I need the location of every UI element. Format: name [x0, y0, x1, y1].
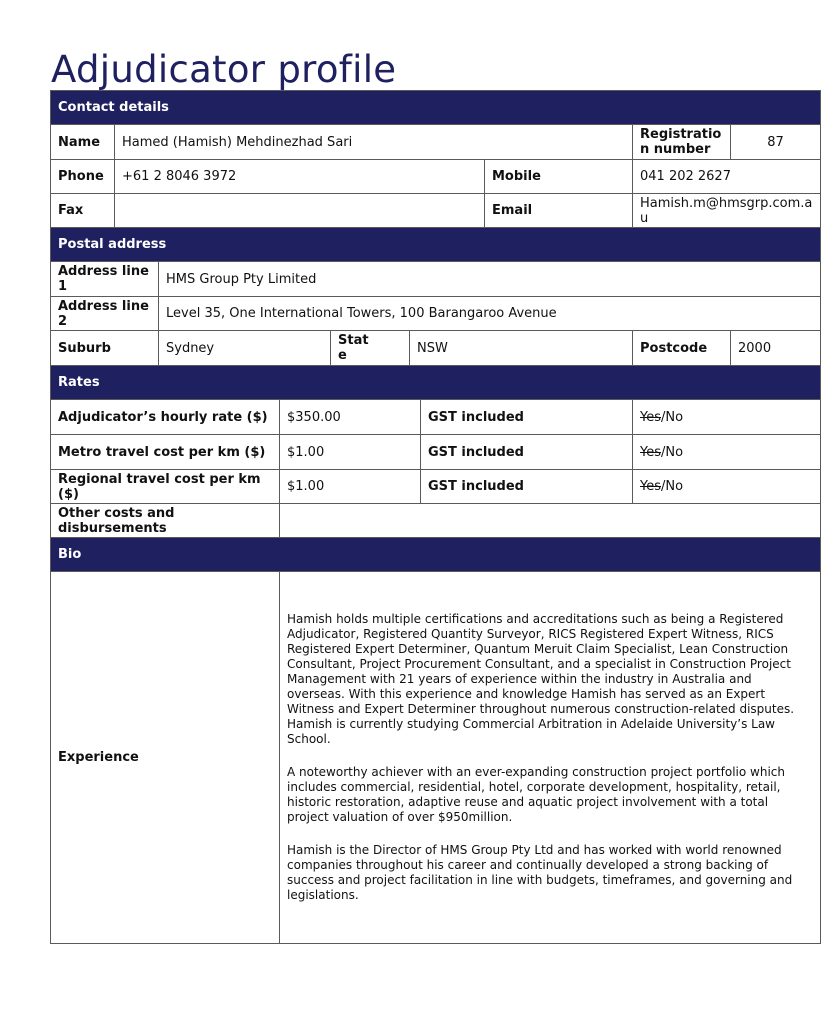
- hourly-gst-value: [633, 400, 821, 435]
- address-line-2-label: Address line 2: [51, 297, 159, 331]
- gst-no-option: /No: [661, 444, 684, 460]
- gst-no-option: /No: [661, 479, 684, 494]
- state-label-text: State: [338, 333, 369, 363]
- mobile-value: 041 202 2627: [633, 160, 821, 194]
- metro-travel-value: $1.00: [280, 435, 421, 470]
- bio-paragraph: A noteworthy achiever with an ever-expanding construction project portfolio which includes commercial, residential, hotel, corporate development, hospitality, retail, historic restoration, adaptive reuse and aquatic project involvement with a total project valuation of over $950million.: [287, 765, 785, 824]
- hourly-rate-value: $350.00: [280, 400, 421, 435]
- postcode-label: Postcode: [633, 331, 731, 366]
- postcode-value: 2000: [731, 331, 821, 366]
- adjudicator-profile-form: [50, 90, 821, 944]
- gst-no-option: /No: [661, 409, 684, 425]
- regional-travel-label: Regional travel cost per km ($): [51, 470, 280, 504]
- hourly-rate-label: Adjudicator’s hourly rate ($): [51, 400, 280, 435]
- page-title: Adjudicator profile: [51, 48, 397, 91]
- fax-value: [115, 194, 485, 228]
- metro-gst-label: GST included: [421, 435, 633, 470]
- registration-number-label: Registration number: [633, 125, 731, 160]
- postal-address-header: Postal address: [51, 228, 821, 262]
- state-label: [331, 331, 410, 366]
- name-label: Name: [51, 125, 115, 160]
- email-label: Email: [485, 194, 633, 228]
- bio-paragraph: Hamish is the Director of HMS Group Pty Ltd and has worked with world renowned companies throughout his career and continually developed a strong backing of success and project facilitation in line with budgets, timeframes, and governing and legislations.: [287, 843, 793, 902]
- suburb-value: Sydney: [159, 331, 331, 366]
- other-costs-value: [280, 504, 821, 538]
- bio-paragraph: Hamish holds multiple certifications and accreditations such as being a Registered Adjudicator, Registered Quantity Surveyor, RICS Registered Expert Witness, RICS Registered Expert Determiner, Quantum Meruit Claim Specialist, Lean Construction Consultant, Project Procurement Consultant, and a specialist in Construction Project Management with 21 years of experience within the industry in Australia and overseas. With this experience and knowledge Hamish has served as an Expert Witness and Expert Determiner throughout numerous construction-related disputes. Hamish is currently studying Commercial Arbitration in Adelaide University’s Law School.: [287, 612, 795, 746]
- address-line-2-value: Level 35, One International Towers, 100 Barangaroo Avenue: [159, 297, 821, 331]
- registration-number-value: 87: [731, 125, 821, 160]
- other-costs-label: Other costs and disbursements: [51, 504, 280, 538]
- address-line-1-label: Address line 1: [51, 262, 159, 297]
- regional-gst-value: [633, 470, 821, 504]
- address-line-1-value: HMS Group Pty Limited: [159, 262, 821, 297]
- regional-gst-label: GST included: [421, 470, 633, 504]
- regional-travel-value: $1.00: [280, 470, 421, 504]
- gst-yes-option: Yes: [640, 444, 661, 460]
- fax-label: Fax: [51, 194, 115, 228]
- experience-label: Experience: [51, 572, 280, 944]
- bio-header: Bio: [51, 538, 821, 572]
- state-value: NSW: [410, 331, 633, 366]
- suburb-label: Suburb: [51, 331, 159, 366]
- metro-travel-label: Metro travel cost per km ($): [51, 435, 280, 470]
- rates-header: Rates: [51, 366, 821, 400]
- mobile-label: Mobile: [485, 160, 633, 194]
- contact-details-header: Contact details: [51, 91, 821, 125]
- name-value: Hamed (Hamish) Mehdinezhad Sari: [115, 125, 633, 160]
- phone-value: +61 2 8046 3972: [115, 160, 485, 194]
- email-value: Hamish.m@hmsgrp.com.au: [633, 194, 821, 228]
- experience-text: [280, 572, 821, 944]
- hourly-gst-label: GST included: [421, 400, 633, 435]
- gst-yes-option: Yes: [640, 479, 661, 494]
- phone-label: Phone: [51, 160, 115, 194]
- gst-yes-option: Yes: [640, 409, 661, 425]
- metro-gst-value: [633, 435, 821, 470]
